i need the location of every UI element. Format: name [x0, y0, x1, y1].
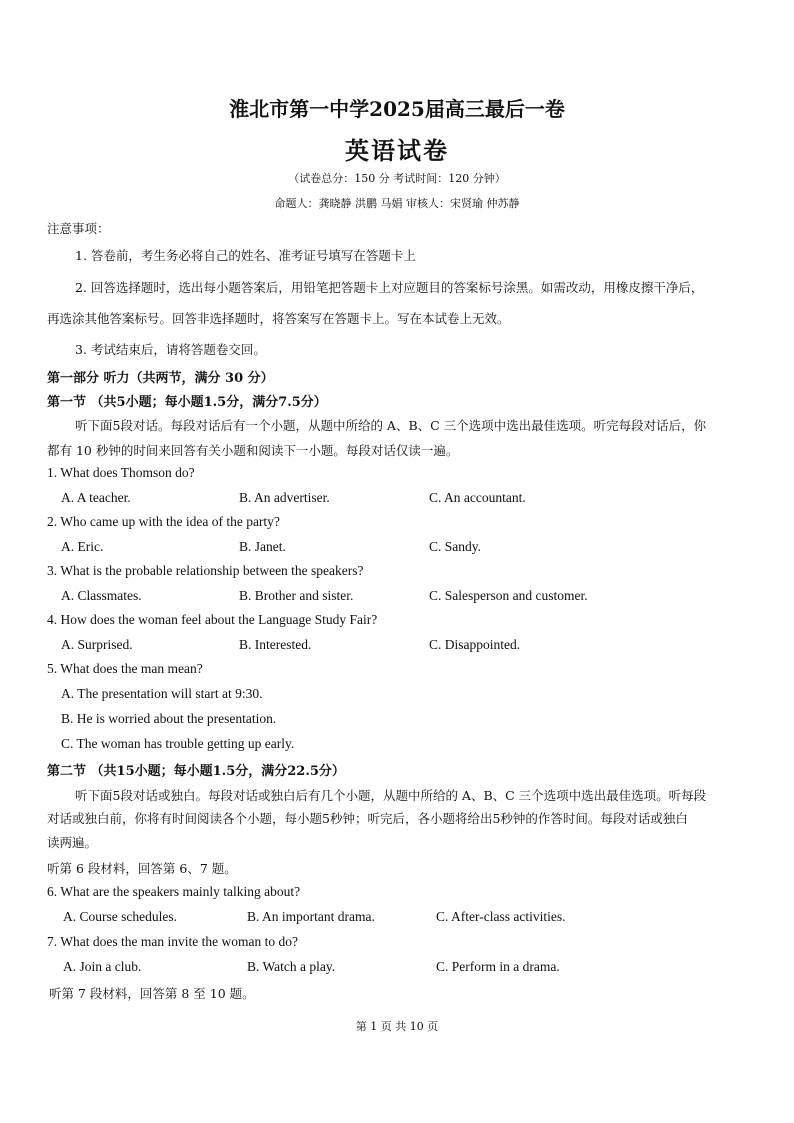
- option-a: A. The presentation will start at 9:30.: [61, 686, 263, 701]
- question-stem: 5. What does the man mean?: [47, 661, 203, 676]
- option-a: A. Join a club.: [63, 959, 142, 974]
- section1-heading: 第一节 （共5小题；每小题1.5分，满分7.5分）: [47, 395, 327, 410]
- exam-school-title: 淮北市第一中学2025届高三最后一卷: [229, 97, 565, 121]
- option-b: B. Watch a play.: [247, 959, 336, 974]
- notice-item-2-cont: 再选涂其他答案标号。回答非选择题时，将答案写在答题卡上。写在本试卷上无效。: [47, 311, 510, 326]
- option-b: B. Brother and sister.: [239, 588, 354, 603]
- option-a: A. A teacher.: [61, 490, 131, 505]
- option-b: B. Interested.: [239, 637, 312, 652]
- part1-heading: 第一部分 听力（共两节，满分 30 分）: [47, 371, 274, 386]
- question-stem: 7. What does the man invite the woman to do?: [47, 934, 298, 949]
- option-c: C. After-class activities.: [436, 909, 566, 924]
- question-stem: 1. What does Thomson do?: [47, 465, 195, 480]
- section2-instructions-2: 对话或独白前，你将有时间阅读各个小题，每小题5秒钟；听完后，各小题将给出5秒钟的作答时间。每段对话或独白: [47, 811, 688, 826]
- option-a: A. Surprised.: [61, 637, 133, 652]
- option-b: B. He is worried about the presentation.: [61, 711, 277, 726]
- option-b: B. An advertiser.: [239, 490, 330, 505]
- section1-instructions-1: 听下面5段对话。每段对话后有一个小题，从题中所给的 A、B、C 三个选项中选出最佳选项。听完每段对话后，你: [75, 418, 707, 433]
- notice-heading: 注意事项：: [47, 221, 110, 236]
- material-6-note: 听第 6 段材料，回答第 6、7 题。: [47, 861, 237, 876]
- option-c: C. Sandy.: [429, 539, 482, 554]
- question-stem: 6. What are the speakers mainly talking about?: [47, 884, 301, 899]
- exam-authors: 命题人：龚晓静 洪鹏 马娟 审核人：宋贤瑜 仲苏静: [274, 197, 520, 210]
- section2-instructions-1: 听下面5段对话或独白。每段对话或独白后有几个小题，从题中所给的 A、B、C 三个选项中选出最佳选项。听每段: [75, 788, 707, 803]
- section2-heading: 第二节 （共15小题；每小题1.5分，满分22.5分）: [47, 764, 345, 779]
- page-number: 第 1 页 共 10 页: [355, 1020, 439, 1033]
- option-a: A. Eric.: [61, 539, 104, 554]
- option-c: C. Perform in a drama.: [436, 959, 560, 974]
- option-b: B. Janet.: [239, 539, 286, 554]
- option-b: B. An important drama.: [247, 909, 375, 924]
- question-stem: 4. How does the woman feel about the Language Study Fair?: [47, 612, 378, 627]
- notice-item-1: 1. 答卷前，考生务必将自己的姓名、准考证号填写在答题卡上: [75, 248, 416, 263]
- notice-item-3: 3. 考试结束后，请将答题卷交回。: [75, 342, 266, 357]
- notice-item-2: 2. 回答选择题时，选出每小题答案后，用铅笔把答题卡上对应题目的答案标号涂黑。如需改动，用橡皮擦干净后，: [75, 280, 704, 295]
- option-c: C. Disappointed.: [429, 637, 521, 652]
- question-stem: 3. What is the probable relationship between the speakers?: [47, 563, 364, 578]
- option-a: A. Classmates.: [61, 588, 142, 603]
- option-a: A. Course schedules.: [63, 909, 177, 924]
- option-c: C. The woman has trouble getting up early.: [61, 736, 295, 751]
- exam-info: （试卷总分：150 分 考试时间：120 分钟）: [288, 172, 506, 185]
- material-7-note: 听第 7 段材料，回答第 8 至 10 题。: [49, 986, 255, 1001]
- section1-instructions-2: 都有 10 秒钟的时间来回答有关小题和阅读下一小题。每段对话仅读一遍。: [47, 443, 459, 458]
- section2-instructions-3: 读两遍。: [47, 835, 98, 850]
- option-c: C. Salesperson and customer.: [429, 588, 588, 603]
- option-c: C. An accountant.: [429, 490, 526, 505]
- question-stem: 2. Who came up with the idea of the party?: [47, 514, 280, 529]
- exam-subject-title: 英语试卷: [345, 136, 449, 165]
